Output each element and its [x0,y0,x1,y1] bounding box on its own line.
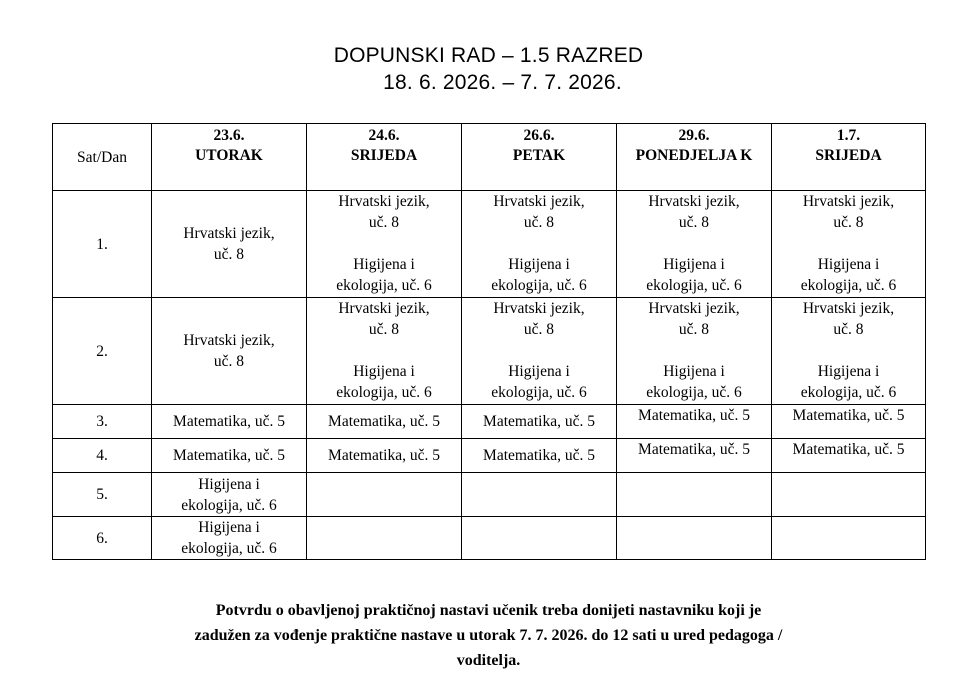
table-row [53,473,926,517]
lesson-text: ekologija, uč. 6 [491,277,587,294]
lesson-text: Hrvatski jezik, [338,300,430,317]
empty-cell [307,517,462,560]
table-row [53,405,926,439]
day-name: SRIJEDA [350,147,418,164]
empty-cell [772,473,926,517]
lesson-text: uč. 8 [678,321,710,338]
lesson-text: uč. 8 [678,214,710,231]
lesson-cell [772,191,926,298]
lesson-text: Higijena i [663,256,725,273]
lesson-text: Higijena i [508,256,570,273]
lesson-text: Hrvatski jezik, [183,225,275,242]
period-cell: 6. [53,517,152,560]
lesson-cell: Matematika, uč. 5 [772,439,926,473]
lesson-text: uč. 8 [213,353,245,370]
day-header [152,124,307,191]
table-row [53,191,926,298]
lesson-text: ekologija, uč. 6 [181,540,277,557]
period-cell: 3. [53,405,152,439]
day-name: PONEDJELJA K [635,147,753,164]
lesson-cell [617,191,772,298]
lesson-text: Higijena i [198,475,260,493]
period-cell: 1. [53,191,152,298]
lesson-cell: Matematika, uč. 5 [307,405,462,439]
period-cell: 4. [53,439,152,473]
date-range: 18. 6. 2026. – 7. 7. 2026. [383,71,622,94]
lesson-text: Hrvatski jezik, [493,300,585,317]
lesson-text: ekologija, uč. 6 [181,496,277,514]
lesson-text: Hrvatski jezik, [338,193,430,210]
lesson-cell: Matematika, uč. 5 [462,439,617,473]
empty-cell [617,473,772,517]
lesson-cell [307,298,462,405]
empty-cell [617,517,772,560]
lesson-text: Higijena i [353,363,415,380]
period-cell: 5. [53,473,152,517]
instruction-note [100,598,877,673]
lesson-cell [152,191,307,298]
header-row [53,124,926,191]
lesson-cell: Matematika, uč. 5 [307,439,462,473]
lesson-text: Hrvatski jezik, [648,300,740,317]
empty-cell [462,473,617,517]
document-title: DOPUNSKI RAD – 1.5 RAZRED [333,44,644,67]
note-line: Potvrdu o obavljenoj praktičnoj nastavi učenik treba donijeti nastavniku koji je [215,602,762,619]
empty-cell [772,517,926,560]
lesson-text: Hrvatski jezik, [802,193,895,210]
lesson-cell: Matematika, uč. 5 [617,405,772,439]
lesson-text: uč. 8 [368,214,400,231]
note-line: voditelja. [456,652,521,669]
lesson-text: uč. 8 [833,214,864,231]
lesson-text: Hrvatski jezik, [648,193,740,210]
lesson-cell [462,191,617,298]
table-row [53,298,926,405]
day-date: 23.6. [213,127,245,144]
day-date: 26.6. [523,127,555,144]
empty-cell [462,517,617,560]
lesson-text: ekologija, uč. 6 [646,384,742,401]
lesson-text: uč. 8 [368,321,400,338]
day-header [772,124,926,191]
day-name: PETAK [512,147,566,164]
lesson-text: uč. 8 [523,321,555,338]
table-row [53,439,926,473]
lesson-cell [617,298,772,405]
lesson-text: ekologija, uč. 6 [646,277,742,294]
lesson-text: Hrvatski jezik, [493,193,585,210]
lesson-cell [152,517,307,560]
lesson-text: Higijena i [353,256,415,273]
lesson-cell [152,473,307,517]
lesson-text: Higijena i [508,363,570,380]
schedule-table [52,123,926,560]
day-header [307,124,462,191]
lesson-text: Hrvatski jezik, [183,332,275,349]
lesson-cell [152,298,307,405]
lesson-cell [772,298,926,405]
lesson-cell [462,298,617,405]
lesson-cell [307,191,462,298]
day-header [617,124,772,191]
corner-cell: Sat/Dan [53,124,152,191]
lesson-text: Hrvatski jezik, [802,300,895,317]
lesson-text: ekologija, uč. 6 [800,384,897,401]
lesson-text: Higijena i [663,363,725,380]
lesson-cell: Matematika, uč. 5 [462,405,617,439]
day-name: UTORAK [195,147,263,164]
note-line: zadužen za vođenje praktične nastave u utorak 7. 7. 2026. do 12 sati u ured pedagoga / [194,627,783,644]
lesson-cell: Matematika, uč. 5 [152,439,307,473]
lesson-text: Higijena i [198,519,260,536]
day-name: SRIJEDA [815,147,882,164]
lesson-text: ekologija, uč. 6 [336,277,432,294]
lesson-text: Higijena i [817,363,880,380]
lesson-text: uč. 8 [523,214,555,231]
empty-cell [307,473,462,517]
day-date: 29.6. [678,127,710,144]
table-row [53,517,926,560]
lesson-text: Higijena i [817,256,880,273]
lesson-cell: Matematika, uč. 5 [772,405,926,439]
day-date: 24.6. [368,127,400,144]
day-header [462,124,617,191]
lesson-text: ekologija, uč. 6 [491,384,587,401]
lesson-cell: Matematika, uč. 5 [152,405,307,439]
lesson-text: ekologija, uč. 6 [336,384,432,401]
lesson-text: ekologija, uč. 6 [800,277,897,294]
period-cell: 2. [53,298,152,405]
day-date: 1.7. [836,127,861,144]
lesson-cell: Matematika, uč. 5 [617,439,772,473]
lesson-text: uč. 8 [213,246,245,263]
lesson-text: uč. 8 [833,321,864,338]
